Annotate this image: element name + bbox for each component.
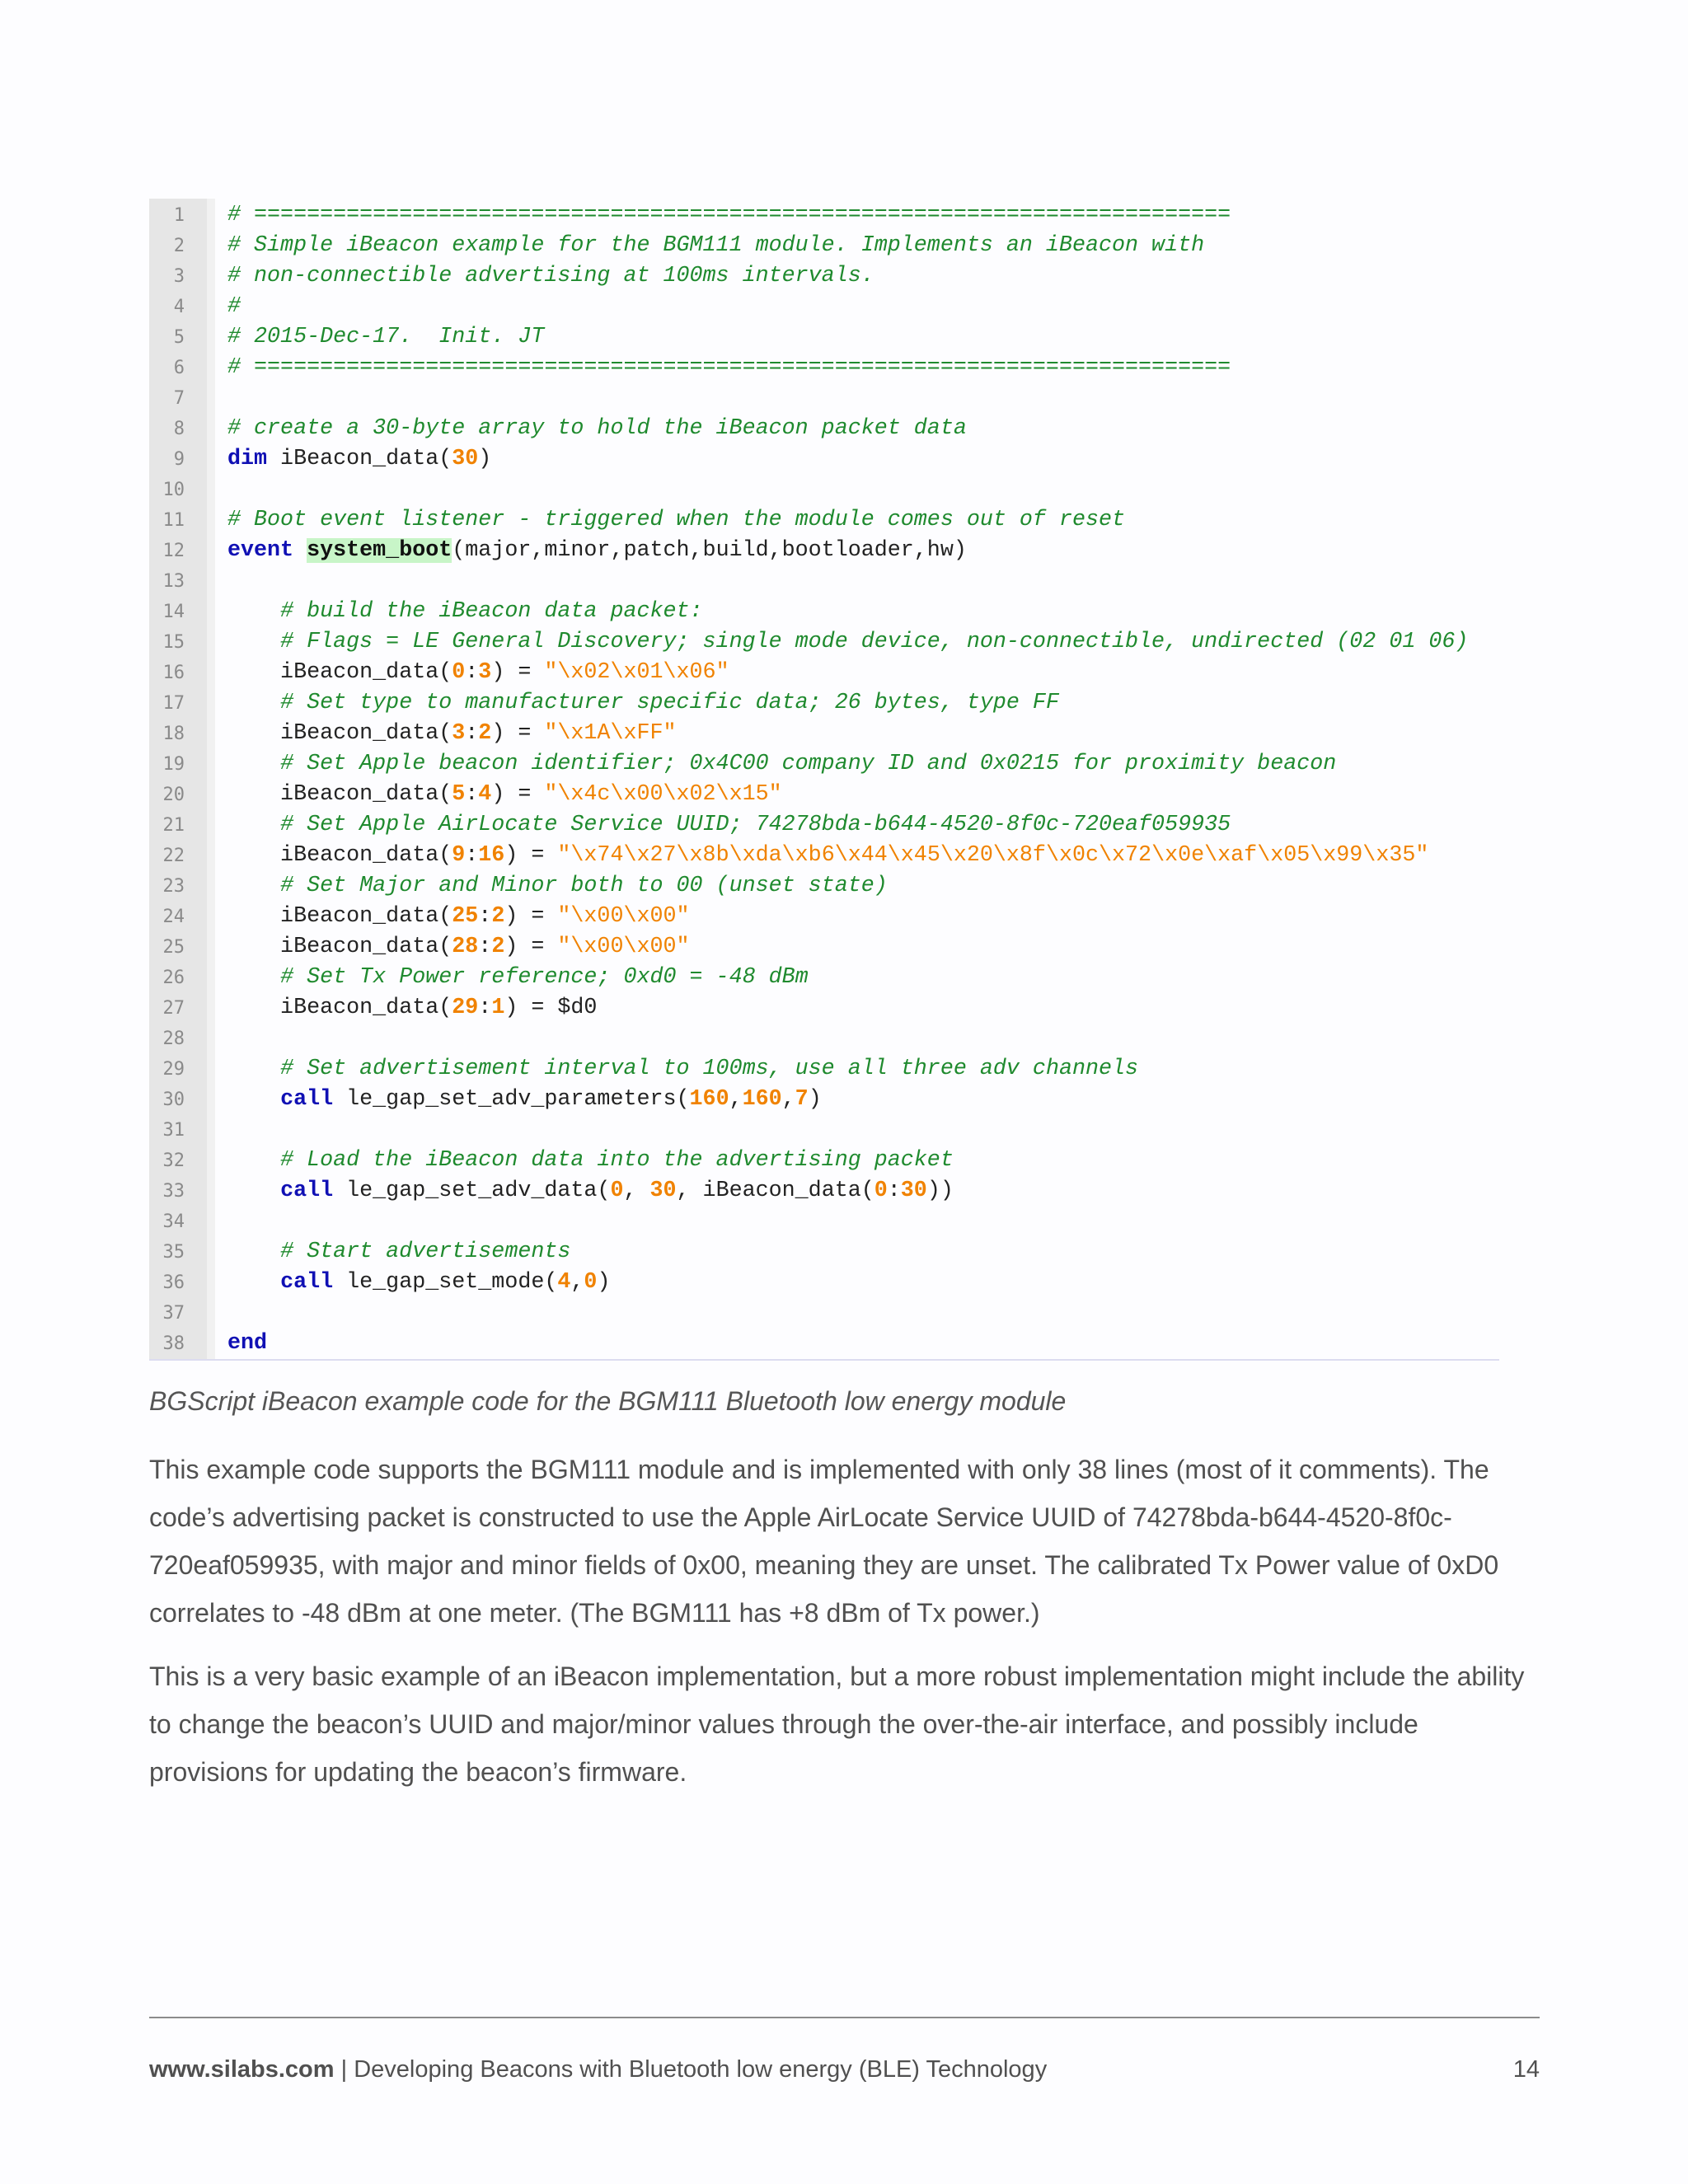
code-token-num: 0 [584, 1270, 598, 1295]
code-token-plain: ) = [504, 904, 558, 929]
footer-document-title: Developing Beacons with Bluetooth low energy (BLE) Technology [354, 2056, 1048, 2083]
code-token-comment: # Set Major and Minor both to 00 (unset state) [280, 874, 888, 898]
code-line [149, 1024, 1688, 1054]
code-token-plain [227, 1179, 280, 1203]
code-token-plain [227, 691, 280, 715]
paragraph: This is a very basic example of an iBeacon implementation, but a more robust implementation might include the ability to change the beacon’s UUID and major/minor values through the over-the-air interface, and possibly include provisions for updating the beacon’s firmware. [149, 1661, 1525, 1787]
code-token-plain: : [465, 843, 479, 868]
code-token-plain: iBeacon_data( [227, 782, 452, 807]
code-token-plain [227, 1270, 280, 1295]
line-number: 31 [162, 1120, 185, 1141]
code-token-plain [227, 599, 280, 624]
code-token-num: 0 [610, 1179, 624, 1203]
line-number: 9 [173, 449, 185, 470]
line-number: 2 [173, 236, 185, 256]
code-line [149, 383, 1688, 414]
code-token-kw: event [227, 538, 294, 563]
code-token-plain: , iBeacon_data( [676, 1179, 874, 1203]
code-line [149, 505, 1688, 536]
code-token-comment: # Set Apple beacon identifier; 0x4C00 company ID and 0x0215 for proximity beacon [280, 752, 1337, 776]
code-token-comment: # Set type to manufacturer specific data; 26 bytes, type FF [280, 691, 1059, 715]
code-token-plain: iBeacon_data( [227, 996, 452, 1020]
code-token-plain: : [887, 1179, 901, 1203]
code-text [227, 414, 967, 444]
code-text [227, 780, 782, 810]
code-token-comment: # [227, 294, 241, 319]
code-token-kw: call [280, 1270, 334, 1295]
code-line [149, 1085, 1688, 1115]
line-number: 28 [162, 1029, 185, 1049]
code-text [227, 810, 1231, 841]
code-line [149, 200, 1688, 231]
code-line [149, 1207, 1688, 1237]
code-text [227, 719, 677, 749]
code-token-comment: # Set Apple AirLocate Service UUID; 74278bda-b644-4520-8f0c-720eaf059935 [280, 813, 1231, 837]
code-line [149, 475, 1688, 505]
code-token-plain: iBeacon_data( [227, 660, 452, 685]
code-line [149, 566, 1688, 597]
code-token-num: 5 [452, 782, 466, 807]
code-token-plain: ) = $d0 [504, 996, 598, 1020]
code-line [149, 1268, 1688, 1298]
code-token-num: 7 [795, 1087, 809, 1112]
code-token-plain: ) [478, 447, 492, 471]
code-line [149, 261, 1688, 292]
line-number: 21 [162, 815, 185, 836]
code-text [227, 932, 690, 963]
code-token-num: 16 [478, 843, 505, 868]
code-text [227, 231, 1204, 261]
line-number: 38 [162, 1333, 185, 1354]
code-token-plain: ) [597, 1270, 611, 1295]
footer-separator: | [334, 2056, 354, 2083]
line-number: 25 [162, 937, 185, 958]
code-token-comment: # Set advertisement interval to 100ms, use all three adv channels [280, 1057, 1139, 1081]
code-token-num: 160 [742, 1087, 782, 1112]
code-token-comment: # Set Tx Power reference; 0xd0 = -48 dBm [280, 965, 809, 990]
code-text [227, 1237, 570, 1268]
code-token-fn: system_boot [307, 538, 452, 563]
code-token-plain: : [478, 935, 492, 959]
code-token-num: 30 [649, 1179, 677, 1203]
code-token-plain: le_gap_set_mode( [333, 1270, 558, 1295]
code-text [227, 871, 888, 902]
code-token-plain: iBeacon_data( [227, 721, 452, 746]
code-line [149, 1237, 1688, 1268]
code-token-plain: ) [808, 1087, 822, 1112]
code-token-plain: , [623, 1179, 650, 1203]
code-token-plain: iBeacon_data( [227, 904, 452, 929]
code-token-comment: # Simple iBeacon example for the BGM111 module. Implements an iBeacon with [227, 233, 1205, 258]
code-line [149, 1146, 1688, 1176]
line-number: 3 [173, 266, 185, 287]
code-token-plain: : [478, 996, 492, 1020]
code-token-num: 9 [452, 843, 466, 868]
line-number: 23 [162, 876, 185, 897]
code-text [227, 444, 491, 475]
line-number: 12 [162, 541, 185, 561]
code-text [227, 1085, 822, 1115]
line-number: 17 [162, 693, 185, 714]
line-number: 16 [162, 663, 185, 683]
code-token-str: "\x00\x00" [557, 904, 690, 929]
code-token-plain [227, 874, 280, 898]
line-number: 10 [162, 480, 185, 500]
code-line [149, 1298, 1688, 1329]
code-line [149, 1176, 1688, 1207]
code-text [227, 993, 597, 1024]
line-number: 11 [162, 510, 185, 531]
code-token-plain: iBeacon_data( [227, 935, 452, 959]
code-token-num: 3 [452, 721, 466, 746]
line-number: 6 [173, 358, 185, 378]
code-text [227, 200, 1231, 231]
line-number: 35 [162, 1242, 185, 1263]
code-line [149, 719, 1688, 749]
code-text [227, 322, 544, 353]
code-token-plain: le_gap_set_adv_parameters( [333, 1087, 690, 1112]
code-token-comment: # Load the iBeacon data into the advertising packet [280, 1148, 954, 1173]
page-number: 14 [1512, 2056, 1540, 2083]
code-line [149, 1329, 1688, 1359]
line-number: 26 [162, 968, 185, 988]
line-number: 37 [162, 1303, 185, 1324]
code-text [227, 749, 1336, 780]
code-token-plain: iBeacon_data( [227, 843, 452, 868]
code-text [227, 963, 809, 993]
line-number: 1 [173, 205, 185, 226]
code-token-num: 2 [491, 935, 505, 959]
code-text [227, 1176, 954, 1207]
code-token-kw: call [280, 1179, 334, 1203]
code-line [149, 231, 1688, 261]
code-token-plain: , [570, 1270, 584, 1295]
code-token-plain [293, 538, 307, 563]
line-number: 36 [162, 1272, 185, 1293]
code-token-comment: # Start advertisements [280, 1240, 571, 1264]
code-token-plain [227, 965, 280, 990]
code-line [149, 414, 1688, 444]
code-token-num: 3 [478, 660, 492, 685]
code-text [227, 261, 874, 292]
line-number: 24 [162, 907, 185, 927]
line-number: 27 [162, 998, 185, 1019]
code-token-plain [227, 1057, 280, 1081]
code-token-plain: : [465, 721, 479, 746]
code-token-plain [227, 1148, 280, 1173]
code-line [149, 597, 1688, 627]
code-token-num: 28 [452, 935, 479, 959]
code-token-comment: # non-connectible advertising at 100ms intervals. [227, 264, 874, 288]
code-token-plain [227, 630, 280, 654]
code-line [149, 353, 1688, 383]
code-text [227, 627, 1468, 658]
line-number: 34 [162, 1212, 185, 1232]
code-line [149, 322, 1688, 353]
code-line [149, 688, 1688, 719]
code-line [149, 841, 1688, 871]
code-token-kw: dim [227, 447, 268, 471]
code-line [149, 810, 1688, 841]
code-line [149, 780, 1688, 810]
line-number: 4 [173, 297, 185, 317]
code-token-plain: iBeacon_data( [267, 447, 452, 471]
code-line [149, 292, 1688, 322]
code-token-plain: le_gap_set_adv_data( [333, 1179, 611, 1203]
code-token-num: 0 [874, 1179, 888, 1203]
code-line [149, 932, 1688, 963]
code-token-num: 4 [478, 782, 492, 807]
code-text [227, 1054, 1138, 1085]
code-line [149, 536, 1688, 566]
code-token-plain [227, 1087, 280, 1112]
line-number: 20 [162, 785, 185, 805]
footer-site-link[interactable]: www.silabs.com [149, 2056, 335, 2083]
line-number: 7 [173, 388, 185, 409]
line-number: 33 [162, 1181, 185, 1202]
code-token-plain: , [781, 1087, 795, 1112]
code-line [149, 963, 1688, 993]
line-number: 29 [162, 1059, 185, 1080]
code-token-plain: ) = [504, 843, 558, 868]
code-line [149, 627, 1688, 658]
code-token-num: 4 [557, 1270, 571, 1295]
code-text [227, 902, 690, 932]
code-text [227, 658, 729, 688]
code-line [149, 871, 1688, 902]
code-token-plain: : [465, 660, 479, 685]
code-listing [149, 199, 1499, 1361]
code-token-str: "\x1A\xFF" [544, 721, 677, 746]
line-number: 30 [162, 1090, 185, 1110]
code-line [149, 1054, 1688, 1085]
code-token-num: 160 [689, 1087, 729, 1112]
code-text [227, 597, 703, 627]
code-text [227, 353, 1231, 383]
code-token-plain: ) = [491, 782, 545, 807]
line-number: 15 [162, 632, 185, 653]
code-token-num: 30 [900, 1179, 927, 1203]
code-token-comment: # Boot event listener - triggered when the module comes out of reset [227, 508, 1126, 532]
code-token-plain [227, 813, 280, 837]
code-token-plain: , [729, 1087, 743, 1112]
figure-caption: BGScript iBeacon example code for the BGM111 Bluetooth low energy module [149, 1386, 1067, 1416]
code-token-plain [227, 752, 280, 776]
code-line [149, 444, 1688, 475]
code-line [149, 902, 1688, 932]
line-number: 8 [173, 419, 185, 439]
line-number: 18 [162, 724, 185, 744]
code-token-num: 30 [452, 447, 479, 471]
code-token-str: "\x02\x01\x06" [544, 660, 729, 685]
paragraph: This example code supports the BGM111 module and is implemented with only 38 lines (most of it comments). The code’s advertising packet is constructed to use the Apple AirLocate Service UUID of 74278bda-b644-4520-8f0c-720eaf059935, with major and minor fields of 0x00, meaning they are unset. The calibrated Tx Power value of 0xD0 correlates to -48 dBm at one meter. (The BGM111 has +8 dBm of Tx power.) [149, 1455, 1499, 1628]
code-text [227, 841, 1428, 871]
line-number: 22 [162, 846, 185, 866]
line-number: 13 [162, 571, 185, 592]
code-token-num: 2 [478, 721, 492, 746]
code-token-str: "\x4c\x00\x02\x15" [544, 782, 782, 807]
code-token-comment: # 2015-Dec-17. Init. JT [227, 325, 545, 349]
code-line [149, 993, 1688, 1024]
code-text [227, 688, 1059, 719]
code-token-comment: # ========================================================================== [227, 355, 1231, 380]
code-token-plain [227, 1240, 280, 1264]
code-token-comment: # create a 30-byte array to hold the iBeacon packet data [227, 416, 967, 441]
code-text [227, 292, 241, 322]
line-number: 32 [162, 1151, 185, 1171]
code-text [227, 1329, 267, 1359]
code-token-num: 2 [491, 904, 505, 929]
code-token-plain: )) [926, 1179, 954, 1203]
footer-divider [149, 2017, 1540, 2018]
code-token-plain: ) = [491, 660, 545, 685]
code-line [149, 749, 1688, 780]
code-token-num: 29 [452, 996, 479, 1020]
code-line [149, 658, 1688, 688]
code-token-plain: (major,minor,patch,build,bootloader,hw) [452, 538, 967, 563]
code-token-kw: end [227, 1331, 268, 1356]
code-text [227, 1146, 954, 1176]
code-token-plain: : [478, 904, 492, 929]
code-token-plain: ) = [491, 721, 545, 746]
code-token-num: 1 [491, 996, 505, 1020]
code-text [227, 536, 967, 566]
line-number: 5 [173, 327, 185, 348]
code-token-num: 0 [452, 660, 466, 685]
line-number: 14 [162, 602, 185, 622]
code-token-kw: call [280, 1087, 334, 1112]
code-token-comment: # Flags = LE General Discovery; single mode device, non-connectible, undirected (02 01 06) [280, 630, 1469, 654]
code-token-plain: ) = [504, 935, 558, 959]
footer-text [149, 2053, 1047, 2086]
code-token-num: 25 [452, 904, 479, 929]
code-token-comment: # ========================================================================== [227, 203, 1231, 227]
code-text [227, 1268, 610, 1298]
code-token-str: "\x74\x27\x8b\xda\xb6\x44\x45\x20\x8f\x0c\x72\x0e\xaf\x05\x99\x35" [557, 843, 1429, 868]
line-number: 19 [162, 754, 185, 775]
code-token-comment: # build the iBeacon data packet: [280, 599, 703, 624]
code-token-str: "\x00\x00" [557, 935, 690, 959]
code-line [149, 1115, 1688, 1146]
code-token-plain: : [465, 782, 479, 807]
code-text [227, 505, 1125, 536]
